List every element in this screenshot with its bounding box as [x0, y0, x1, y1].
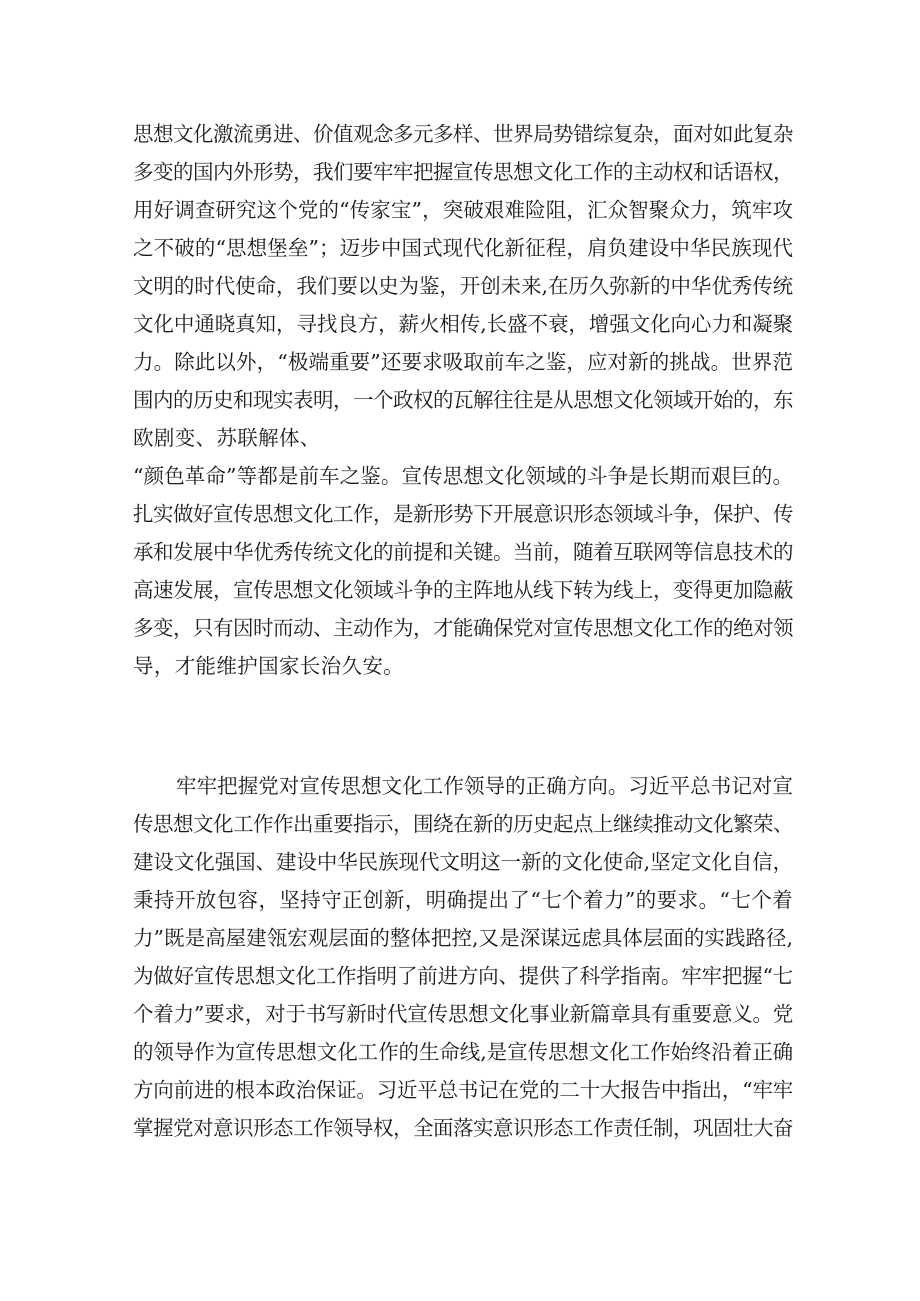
text-line: 力。除此以外，“极端重要”还要求吸取前车之鉴，应对新的挑战。世界范	[133, 350, 793, 374]
text-line: 多变的国内外形势，我们要牢牢把握宣传思想文化工作的主动权和话语权，	[133, 160, 793, 184]
text-line: 的领导作为宣传思想文化工作的生命线,是宣传思想文化工作始终沿着正确	[133, 1040, 793, 1064]
text-line: 导，才能维护国家长治久安。	[133, 654, 405, 678]
text-line: 扎实做好宣传思想文化工作，是新形势下开展意识形态领域斗争，保护、传	[133, 502, 793, 526]
text-line: 高速发展，宣传思想文化领域斗争的主阵地从线下转为线上，变得更加隐蔽	[133, 578, 793, 602]
text-line: 文化中通晓真知，寻找良方，薪火相传,长盛不衰，增强文化向心力和凝聚	[133, 312, 793, 336]
text-line: 为做好宣传思想文化工作指明了前进方向、提供了科学指南。牢牢把握“七	[133, 964, 793, 988]
text-line: 传思想文化工作作出重要指示，围绕在新的历史起点上继续推动文化繁荣、	[133, 812, 793, 836]
paragraph-1	[133, 115, 793, 685]
text-line: 力”既是高屋建瓴宏观层面的整体把控,又是深谋远虑具体层面的实践路径,	[133, 926, 793, 950]
text-line: 欧剧变、苏联解体、	[133, 426, 321, 450]
text-line: 个着力”要求，对于书写新时代宣传思想文化事业新篇章具有重要意义。党	[133, 1002, 793, 1026]
text-line: 建设文化强国、建设中华民族现代文明这一新的文化使命,坚定文化自信，	[133, 850, 793, 874]
text-line: 掌握党对意识形态工作领导权，全面落实意识形态工作责任制，巩固壮大奋	[133, 1116, 793, 1140]
text-line: 文明的时代使命，我们要以史为鉴，开创未来,在历久弥新的中华优秀传统	[133, 274, 793, 298]
text-line: “颜色革命”等都是前车之鉴。宣传思想文化领域的斗争是长期而艰巨的。	[133, 464, 793, 488]
text-line: 秉持开放包容，坚持守正创新，明确提出了“七个着力”的要求。“七个着	[133, 888, 793, 912]
text-line: 思想文化激流勇进、价值观念多元多样、世界局势错综复杂，面对如此复杂	[133, 122, 793, 146]
text-line: 用好调查研究这个党的“传家宝”，突破艰难险阻，汇众智聚众力，筑牢攻	[133, 198, 793, 222]
text-line: 承和发展中华优秀传统文化的前提和关键。当前，随着互联网等信息技术的	[133, 540, 793, 564]
text-line: 方向前进的根本政治保证。习近平总书记在党的二十大报告中指出，“牢牢	[133, 1078, 793, 1102]
text-line: 牢牢把握党对宣传思想文化工作领导的正确方向。习近平总书记对宣	[176, 774, 793, 798]
paragraph-2	[133, 767, 793, 1147]
text-line: 多变，只有因时而动、主动作为，才能确保党对宣传思想文化工作的绝对领	[133, 616, 793, 640]
text-line: 围内的历史和现实表明，一个政权的瓦解往往是从思想文化领域开始的，东	[133, 388, 793, 412]
text-line: 之不破的“思想堡垒”；迈步中国式现代化新征程，肩负建设中华民族现代	[133, 236, 793, 260]
